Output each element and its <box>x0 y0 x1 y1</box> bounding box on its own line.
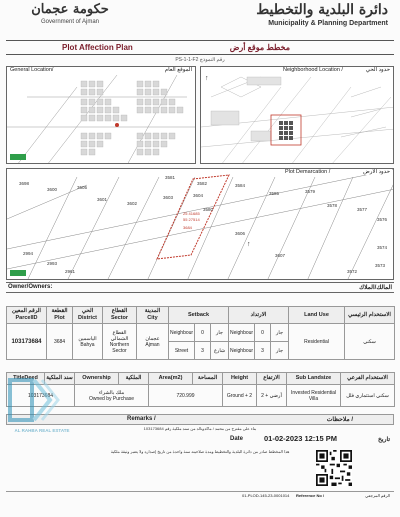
header-ownership-ar: الملكية <box>119 373 149 385</box>
header-title-deed-ar: سند الملكية <box>45 373 75 385</box>
plot-number-label: 2994 <box>23 251 34 256</box>
ownership-value-en: Owned by Purchase <box>88 395 135 402</box>
neighborhood-location-drawing <box>201 67 394 164</box>
watermark-logo-icon <box>4 376 68 428</box>
north-arrow-icon: ↑ <box>205 75 209 82</box>
plot-value: 3684 <box>47 324 73 360</box>
header-sub-landsize-ar: الاستخدام الفرعي <box>341 373 395 385</box>
parcel-info-table <box>6 306 395 360</box>
plot-number-label: 3577 <box>357 207 368 212</box>
parcel-header-row <box>7 307 395 324</box>
plot-number-label: 3573 <box>375 263 386 268</box>
setback-1-label: Neighbour <box>169 324 195 342</box>
land-use-value: Residential <box>289 324 345 360</box>
neighborhood-location-map <box>200 66 394 164</box>
selected-plot-label: 25 41685 <box>183 211 200 216</box>
date-label-en: Date <box>230 436 244 442</box>
north-arrow-icon-2: ↑ <box>247 241 251 248</box>
header-setback-ar: الارتداد <box>229 307 289 324</box>
plot-number-label: 3602 <box>127 201 138 206</box>
header-ownership: Ownership <box>75 373 119 385</box>
government-english-name: Government of Ajman <box>40 19 100 25</box>
title-arabic: مخطط موقع أرض <box>229 43 290 52</box>
height-value-ar: أرضي + 2 <box>257 385 287 407</box>
watermark-text: AL RAHBA REAL ESTATE <box>14 428 70 433</box>
plot-number-label: 3603 <box>163 195 174 200</box>
location-marker-icon <box>115 123 119 127</box>
ownership-value <box>75 385 149 407</box>
municipality-english-name: Municipality & Planning Department <box>268 20 388 27</box>
header-area-ar: المساحة <box>193 373 223 385</box>
title-english: Plot Affection Plan <box>62 43 133 52</box>
plot-number-label: 2961 <box>65 269 76 274</box>
plot-number-label: 3585 <box>269 191 280 196</box>
reference-label-ar: الرقم المرجعي <box>365 493 390 498</box>
date-value: 01-02-2023 12:15 PM <box>264 434 337 443</box>
title-deed-value: 103173684 <box>7 385 75 407</box>
header-district: الحي District <box>73 307 103 324</box>
sub-landsize-value: Invested Residential Villa <box>287 385 341 407</box>
plot-number-label: 3580 <box>203 207 214 212</box>
header-land-use-ar: الاستخدام الرئيسي <box>345 307 395 324</box>
reference-code: 01-PLOD-145-23-0001014 <box>242 493 290 498</box>
header-setback: Setback <box>169 307 229 324</box>
setback-4-value: 3 <box>255 342 271 360</box>
district-value: الياسمين Bahya <box>73 324 103 360</box>
sector-value: القطاع الشمالي Northern Sector <box>103 324 137 360</box>
title-bar <box>6 40 394 55</box>
scale-badge-icon <box>10 154 26 160</box>
plot-number-label: 3574 <box>377 245 388 250</box>
plot-number-label: 2993 <box>47 261 58 266</box>
qr-code-icon <box>316 450 352 486</box>
plot-number-label: 3605 <box>77 185 88 190</box>
area-value: 720.999 <box>149 385 223 407</box>
header-plot: القطعة Plot <box>47 307 73 324</box>
general-location-drawing <box>7 67 196 164</box>
setback-1-ar: جار <box>211 324 229 342</box>
plot-number-label: 3579 <box>305 189 316 194</box>
setback-4-ar: جار <box>271 342 289 360</box>
selected-plot-label: 3684 <box>183 225 192 230</box>
setback-2-value: 3 <box>195 342 211 360</box>
plot-number-label: 3582 <box>197 181 208 186</box>
plot-number-label: 3604 <box>193 193 204 198</box>
plot-number-label: 3607 <box>275 253 286 258</box>
neighborhood-location-label-en: Neighborhood Location / <box>283 67 343 73</box>
plot-demarcation-map <box>6 168 394 280</box>
highlighted-block <box>279 121 293 140</box>
plot-number-label: 3584 <box>235 183 246 188</box>
ownership-value-ar: ملك بالشراء <box>98 389 125 396</box>
setback-2-label: Street <box>169 342 195 360</box>
municipality-logo <box>238 2 388 34</box>
remarks-label-en: Remarks / <box>127 416 156 422</box>
date-label-ar: تاريخ <box>378 437 390 443</box>
general-location-label-en: General Location/ <box>10 67 54 73</box>
owners-label-en: Owner/Owners: <box>8 284 53 290</box>
setback-3-ar: جار <box>271 324 289 342</box>
general-location-label-ar: الموقع العام <box>164 67 192 73</box>
plot-demarcation-drawing <box>7 169 394 280</box>
remarks-text: بناء على مقترح من محمد / ماكدونالد من سند ملكية رقم 103173684 <box>143 426 257 431</box>
municipality-arabic-name: دائرة البلدية والتخطيط <box>256 2 388 18</box>
plot-demarcation-label-en: Plot Demarcation / <box>285 169 331 175</box>
plot-number-label: 3581 <box>165 175 176 180</box>
setback-4-label: Neighbour <box>229 342 255 360</box>
plot-number-label: 3601 <box>97 197 108 202</box>
header-land-use: Land Use <box>289 307 345 324</box>
header-height: Height <box>223 373 257 385</box>
header-city: المدينة City <box>137 307 169 324</box>
plot-number-label: 3600 <box>47 187 58 192</box>
setback-3-value: 0 <box>255 324 271 342</box>
header-sub-landsize: Sub Landsize <box>287 373 341 385</box>
plot-demarcation-label-ar: حدود الأرض <box>363 169 390 175</box>
land-use-ar-value: سكني <box>345 324 395 360</box>
header-title-deed: TitleDeed <box>7 373 45 385</box>
setback-1-value: 0 <box>195 324 211 342</box>
government-arabic-name: حكومة عجمان <box>31 2 109 17</box>
setback-3-label: Neighbour <box>229 324 255 342</box>
parcel-id-value: 103173684 <box>7 324 47 360</box>
plot-number-label: 3578 <box>327 203 338 208</box>
neighborhood-location-label-ar: حدود الحي <box>365 67 390 73</box>
height-value: Ground + 2 <box>223 385 257 407</box>
selected-plot-label: 55 27514 <box>183 217 200 222</box>
plot-number-label: 3606 <box>235 231 246 236</box>
ajman-government-logo <box>10 2 130 34</box>
remarks-label-ar: ملاحظات / <box>326 417 353 423</box>
sub-landsize-value-ar: سكني استثماري فلل <box>341 385 395 407</box>
setback-2-ar: شارع <box>211 342 229 360</box>
owners-row <box>6 282 394 293</box>
header-parcel-id: الرقم المعين ParcelID <box>7 307 47 324</box>
scale-badge-icon-2 <box>10 270 26 276</box>
parcel-row-top <box>7 324 395 342</box>
city-value: عجمان Ajman <box>137 324 169 360</box>
plan-form-number: PS-1-1-F2 رقم النموذج <box>175 57 225 63</box>
reference-label-en: Reference No / <box>296 493 325 498</box>
header-area: Area(m2) <box>149 373 193 385</box>
header-height-ar: الارتفاع <box>257 373 287 385</box>
plot-number-label: 3698 <box>19 181 30 186</box>
real-estate-watermark <box>4 376 74 440</box>
plot-number-label: 3572 <box>347 269 358 274</box>
reference-row <box>6 491 394 499</box>
header-sector: القطاع Sector <box>103 307 137 324</box>
owners-label-ar: المالك/الملاك <box>359 285 392 291</box>
plot-number-label: 3576 <box>377 217 388 222</box>
general-location-map <box>6 66 196 164</box>
document-header <box>6 2 394 34</box>
validity-note: هذا المخطط صادر من دائرة البلدية والتخطيط ومدة صلاحيته سنة واحدة من تاريخ إصداره ولا يعتبر وثيقة ملكية <box>110 449 290 454</box>
